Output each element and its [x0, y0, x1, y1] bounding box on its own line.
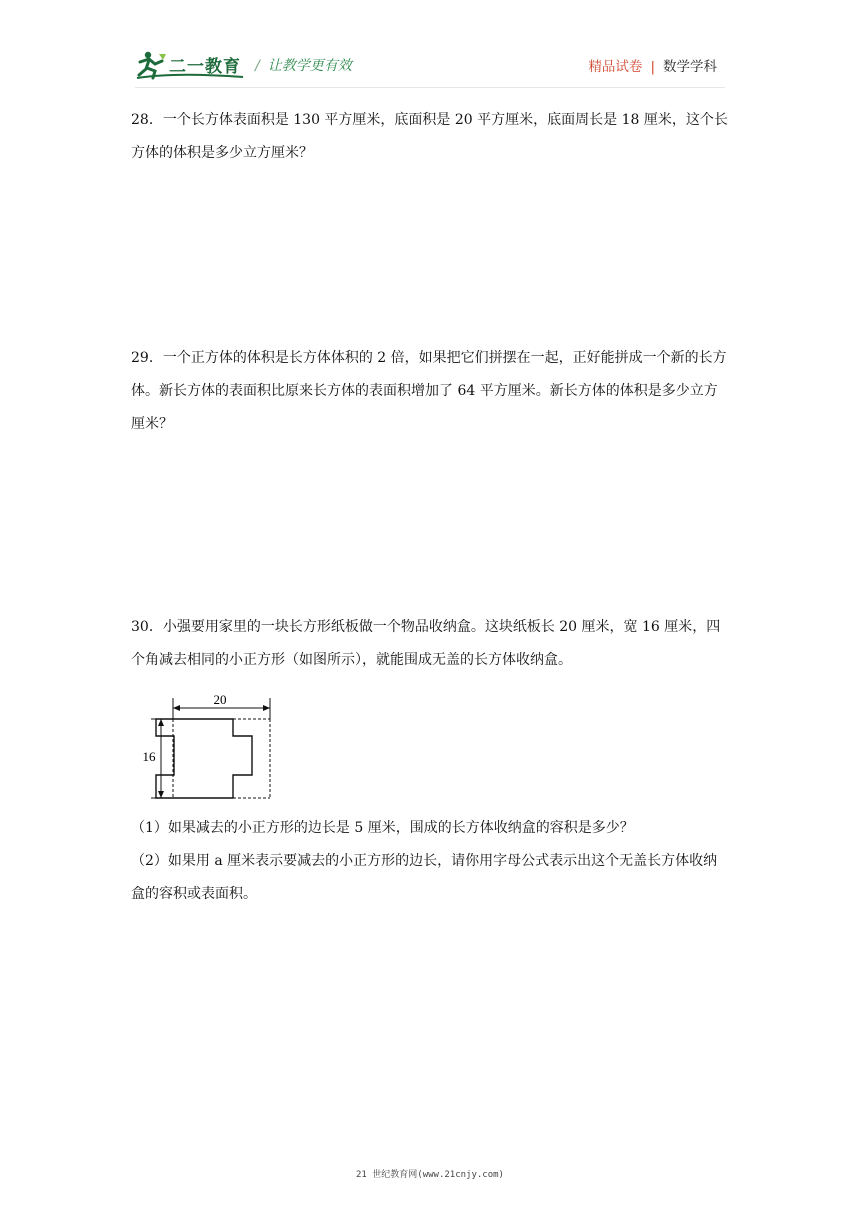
width-arrow-left-icon — [173, 705, 180, 711]
height-label: 16 — [142, 749, 156, 764]
page-footer: 21 世纪教育网(www.21cnjy.com) — [356, 1170, 504, 1180]
slogan-text: 让教学更有效 — [267, 58, 352, 74]
width-label: 20 — [213, 692, 227, 707]
quality-label: 精品试卷 — [588, 59, 643, 75]
question-28: 28．一个长方体表面积是 130 平方厘米，底面积是 20 平方厘米，底面周长是 18 厘米，这个长方体的体积是多少立方厘米？ — [131, 112, 728, 161]
height-arrow-top-icon — [158, 719, 164, 726]
height-arrow-bottom-icon — [158, 791, 164, 798]
question-30: 30．小强要用家里的一块长方形纸板做一个物品收纳盒。这块纸板长 20 厘米，宽 16 厘米，四个角减去相同的小正方形（如图所示），就能围成无盖的长方体收纳盒。 — [131, 619, 721, 668]
question-30-part-1: （1）如果减去的小正方形的边长是 5 厘米，围成的长方体收纳盒的容积是多少？ — [131, 820, 634, 836]
subject-label: 数学学科 — [663, 59, 717, 75]
header-separator: | — [650, 59, 655, 75]
cardboard-figure — [140, 688, 280, 806]
width-arrow-right-icon — [263, 705, 270, 711]
cardboard-outline — [156, 719, 252, 798]
header-right — [588, 55, 717, 75]
question-29: 29．一个正方体的体积是长方体体积的 2 倍，如果把它们拼摆在一起，正好能拼成一个新的长方体。新长方体的表面积比原来长方体的表面积增加了 64 平方厘米。新长方体的体积是多少立方厘米？ — [131, 350, 727, 432]
slogan-slash: / — [255, 58, 260, 74]
question-30-parts — [131, 812, 729, 911]
slogan — [255, 55, 352, 75]
header-divider — [135, 87, 725, 88]
question-30-part-2: （2）如果用 a 厘米表示要减去的小正方形的边长，请你用字母公式表示出这个无盖长方体收纳盒的容积或表面积。 — [131, 853, 718, 902]
page-header — [135, 48, 725, 82]
logo-text: 二一教育 — [169, 57, 241, 77]
